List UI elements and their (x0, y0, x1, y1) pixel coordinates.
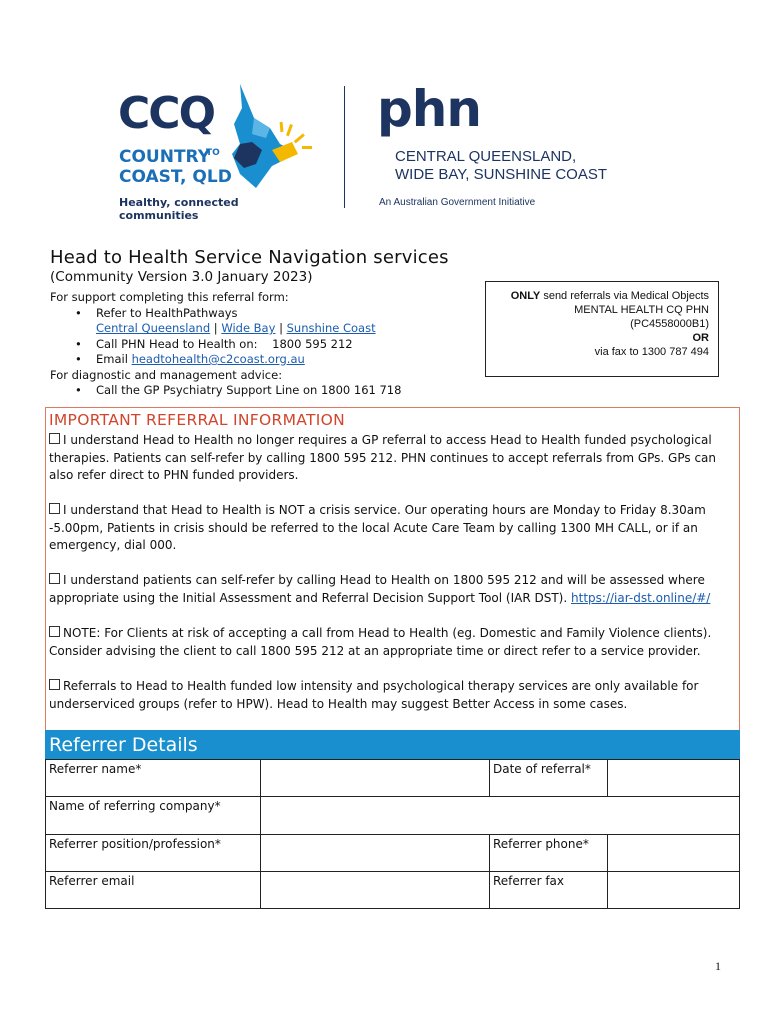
support-pathways: • Refer to HealthPathways (50, 306, 470, 322)
diagnostic-advice: For diagnostic and management advice: (50, 367, 283, 382)
mo-line2: MENTAL HEALTH CQ PHN (574, 304, 709, 316)
phn-logo-abbr: phn (377, 80, 481, 138)
support-call: • Call PHN Head to Health on: 1800 595 212 (50, 337, 470, 353)
date-of-referral-field[interactable] (608, 760, 740, 797)
mo-or: OR (692, 332, 709, 344)
iar-dst-link[interactable]: https://iar-dst.online/#/ (571, 590, 711, 605)
fax-label: Referrer fax (490, 872, 608, 909)
checkbox-2[interactable] (49, 503, 60, 514)
important-item-4: NOTE: For Clients at risk of accepting a call from Head to Health (eg. Domestic and Family Violence clients). Consider advising the client to call 1800 595 212 at an appropriate time or direct refer to a service provider. (49, 626, 712, 658)
ccq-logo (118, 84, 318, 222)
checkbox-1[interactable] (49, 433, 60, 444)
mo-line3: (PC4558000B1) (630, 318, 709, 330)
fax-field[interactable] (608, 872, 740, 909)
phn-logo-line2: WIDE BAY, SUNSHINE COAST (395, 166, 607, 183)
mo-fax: via fax to 1300 787 494 (594, 346, 709, 358)
pathways-links: Central Queensland | Wide Bay | Sunshine Coast (96, 321, 376, 335)
checkbox-4[interactable] (49, 626, 60, 637)
important-item-2: I understand that Head to Health is NOT a crisis service. Our operating hours are Monday to Friday 8.30am -5.00pm, Patients in crisis should be referred to the local Acute Care Team by calling 1300 MH CALL, or if an emergency, dial 000. (49, 503, 706, 552)
referrer-name-field[interactable] (261, 760, 490, 797)
company-label: Name of referring company* (46, 797, 261, 835)
phn-logo (377, 80, 637, 213)
ccq-logo-line2: COAST, QLD (119, 167, 232, 187)
important-item-3: I understand patients can self-refer by calling Head to Health on 1800 595 212 and will be assessed where appropriate using the Initial Assessment and Referral Decision Support Tool (IAR DST). https://iar-dst.online/#/ (49, 573, 711, 605)
checkbox-5[interactable] (49, 679, 60, 690)
support-email: • Email headtohealth@c2coast.org.au (50, 352, 470, 368)
important-item-5: Referrals to Head to Health funded low intensity and psychological therapy services are only available for underserviced groups (refer to HPW). Head to Health may suggest Better Access in some cases. (49, 679, 699, 711)
support-section (50, 290, 470, 399)
phn-logo-tagline: An Australian Government Initiative (379, 197, 536, 208)
date-of-referral-label: Date of referral* (490, 760, 608, 797)
referrer-details-heading: Referrer Details (45, 730, 740, 759)
email-link[interactable]: headtohealth@c2coast.org.au (131, 352, 305, 366)
support-intro: For support completing this referral form: (50, 290, 289, 304)
ccq-logo-to: TO (206, 148, 220, 158)
referrer-name-label: Referrer name* (46, 760, 261, 797)
phn-logo-line1: CENTRAL QUEENSLAND, (395, 148, 577, 165)
email-label: Referrer email (46, 872, 261, 909)
position-field[interactable] (261, 835, 490, 872)
logo-divider (344, 86, 345, 208)
position-label: Referrer position/profession* (46, 835, 261, 872)
medical-objects-box (485, 281, 719, 377)
important-heading: IMPORTANT REFERRAL INFORMATION (49, 411, 345, 429)
page-title: Head to Health Service Navigation services (50, 247, 449, 268)
gp-support-line: • Call the GP Psychiatry Support Line on 1800 161 718 (50, 383, 470, 399)
link-sunshine-coast[interactable]: Sunshine Coast (286, 321, 376, 335)
ccq-logo-abbr: CCQ (118, 88, 214, 139)
version-subtitle: (Community Version 3.0 January 2023) (50, 269, 313, 285)
ccq-logo-line1: COUNTRY (119, 147, 211, 167)
ccq-logo-tagline: Healthy, connected communities (119, 196, 239, 222)
mo-line1: ONLY send referrals via Medical Objects (510, 290, 709, 302)
link-wide-bay[interactable]: Wide Bay (221, 321, 276, 335)
queensland-map-icon (226, 84, 316, 194)
phone-field[interactable] (608, 835, 740, 872)
checkbox-3[interactable] (49, 573, 60, 584)
company-field[interactable] (261, 797, 740, 835)
page-number: 1 (715, 959, 721, 973)
referrer-table (45, 759, 740, 909)
email-field[interactable] (261, 872, 490, 909)
important-item-1: I understand Head to Health no longer requires a GP referral to access Head to Health funded psychological therapies. Patients can self-refer by calling 1800 595 212. PHN continues to accept referrals from GPs. GPs can also refer direct to PHN funded providers. (49, 433, 717, 482)
phone-label: Referrer phone* (490, 835, 608, 872)
link-central-queensland[interactable]: Central Queensland (96, 321, 211, 335)
important-section (45, 407, 740, 730)
